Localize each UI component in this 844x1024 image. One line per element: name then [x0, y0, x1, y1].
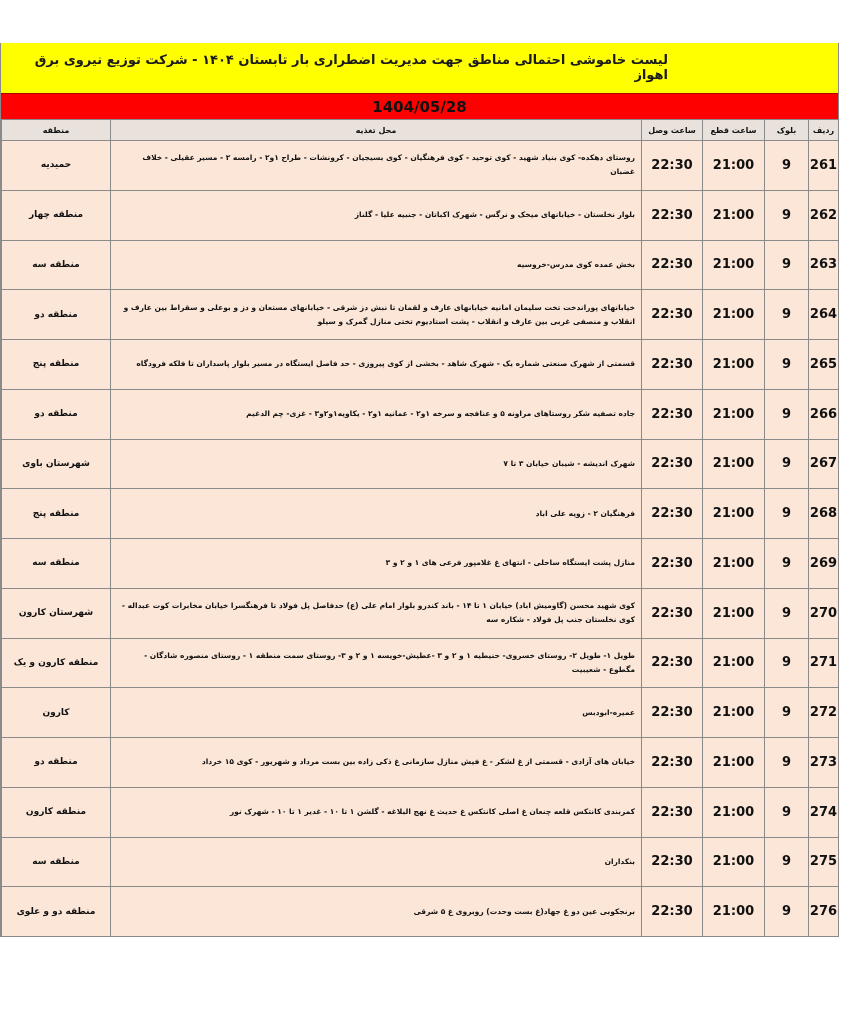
- place-cell: بلوار نخلستان - خیابانهای میخک و نرگس - شهرک اکباتان - جنبیه علیا - گلناز: [111, 190, 642, 240]
- on-time-cell: 22:30: [642, 340, 703, 390]
- row-number-cell: 275: [809, 837, 839, 887]
- table-row: [2, 688, 839, 738]
- row-number-cell: 261: [809, 141, 839, 191]
- header-block: بلوک: [765, 120, 809, 141]
- region-cell: کارون: [2, 688, 111, 738]
- row-number-cell: 269: [809, 539, 839, 589]
- row-number-cell: 263: [809, 240, 839, 290]
- row-number-cell: 270: [809, 588, 839, 638]
- row-number-cell: 267: [809, 439, 839, 489]
- block-cell: 9: [765, 887, 809, 937]
- row-number-cell: 271: [809, 638, 839, 688]
- place-cell: عمیره-ابودبس: [111, 688, 642, 738]
- outage-table: [1, 119, 839, 937]
- block-cell: 9: [765, 190, 809, 240]
- off-time-cell: 21:00: [703, 389, 765, 439]
- place-cell: منازل پشت ایستگاه ساحلی - انتهای غ غلامپور فرعی های ۱ و ۲ و ۳: [111, 539, 642, 589]
- region-cell: منطقه سه: [2, 240, 111, 290]
- table-row: [2, 787, 839, 837]
- header-region: منطقه: [2, 120, 111, 141]
- block-cell: 9: [765, 340, 809, 390]
- sheet-date: 1404/05/28: [372, 97, 467, 116]
- date-bar: [1, 93, 838, 119]
- header-off-time: ساعت قطع: [703, 120, 765, 141]
- row-number-cell: 262: [809, 190, 839, 240]
- block-cell: 9: [765, 588, 809, 638]
- region-cell: منطقه کارون: [2, 787, 111, 837]
- off-time-cell: 21:00: [703, 887, 765, 937]
- off-time-cell: 21:00: [703, 439, 765, 489]
- table-row: [2, 190, 839, 240]
- row-number-cell: 276: [809, 887, 839, 937]
- region-cell: منطقه کارون و یک: [2, 638, 111, 688]
- block-cell: 9: [765, 738, 809, 788]
- header-place: محل تغذیه: [111, 120, 642, 141]
- region-cell: منطقه دو: [2, 738, 111, 788]
- block-cell: 9: [765, 837, 809, 887]
- region-cell: حمیدیه: [2, 141, 111, 191]
- place-cell: روستای دهکده- کوی بنیاد شهید - کوی توحید - کوی فرهنگیان - کوی بسیجیان - کرونشات - طراح ۱و۲ - رامسه ۲ - مسیر عقیلی - خلاف غضبان: [111, 141, 642, 191]
- on-time-cell: 22:30: [642, 539, 703, 589]
- place-cell: جاده تصفیه شکر روستاهای مراونه ۵ و عنافجه و سرخه ۱و۲ - عمانیه ۱و۲ - یکاویه۱و۲و۳ - غزی- چم الدغیم: [111, 389, 642, 439]
- block-cell: 9: [765, 688, 809, 738]
- region-cell: منطقه پنج: [2, 489, 111, 539]
- block-cell: 9: [765, 141, 809, 191]
- place-cell: شهرک اندیشه - شیبان خیابان ۳ تا ۷: [111, 439, 642, 489]
- on-time-cell: 22:30: [642, 141, 703, 191]
- place-cell: طویل ۱- طویل ۲- روستای خسروی- حنیطیه ۱ و ۲ و ۳ -عطیش-خویسه ۱ و ۲ و ۳- روستای سمت منطقه ۱ - روستای منصوره شادگان - مگطوع - شعیبیت: [111, 638, 642, 688]
- table-row: [2, 588, 839, 638]
- block-cell: 9: [765, 638, 809, 688]
- block-cell: 9: [765, 787, 809, 837]
- sheet-title: لیست خاموشی احتمالی مناطق جهت مدیریت اضطراری بار تابستان ۱۴۰۴ - شرکت توزیع نیروی برق اهواز: [34, 53, 668, 83]
- table-row: [2, 887, 839, 937]
- region-cell: شهرستان باوی: [2, 439, 111, 489]
- on-time-cell: 22:30: [642, 588, 703, 638]
- block-cell: 9: [765, 290, 809, 340]
- off-time-cell: 21:00: [703, 787, 765, 837]
- table-row: [2, 290, 839, 340]
- place-cell: خیابان های آزادی - قسمتی از غ لشکر - غ فیش منازل سازمانی غ ذکی زاده بین بست مرداد و شهریور - کوی ۱۵ خرداد: [111, 738, 642, 788]
- block-cell: 9: [765, 489, 809, 539]
- on-time-cell: 22:30: [642, 738, 703, 788]
- on-time-cell: 22:30: [642, 787, 703, 837]
- table-row: [2, 638, 839, 688]
- place-cell: قسمتی از شهرک صنعتی شماره یک - شهرک شاهد - بخشی از کوی پیروزی - حد فاصل ایستگاه در مسیر بلوار پاسداران تا فلکه فرودگاه: [111, 340, 642, 390]
- off-time-cell: 21:00: [703, 688, 765, 738]
- off-time-cell: 21:00: [703, 489, 765, 539]
- header-row-no: ردیف: [809, 120, 839, 141]
- region-cell: منطقه دو و علوی: [2, 887, 111, 937]
- table-row: [2, 738, 839, 788]
- table-row: [2, 439, 839, 489]
- row-number-cell: 264: [809, 290, 839, 340]
- row-number-cell: 274: [809, 787, 839, 837]
- outage-sheet: [0, 43, 839, 937]
- off-time-cell: 21:00: [703, 290, 765, 340]
- row-number-cell: 265: [809, 340, 839, 390]
- region-cell: منطقه دو: [2, 290, 111, 340]
- block-cell: 9: [765, 389, 809, 439]
- place-cell: فرهنگیان ۲ - زویه علی اباد: [111, 489, 642, 539]
- on-time-cell: 22:30: [642, 489, 703, 539]
- block-cell: 9: [765, 539, 809, 589]
- block-cell: 9: [765, 439, 809, 489]
- on-time-cell: 22:30: [642, 240, 703, 290]
- on-time-cell: 22:30: [642, 290, 703, 340]
- table-row: [2, 837, 839, 887]
- region-cell: منطقه سه: [2, 837, 111, 887]
- region-cell: منطقه چهار: [2, 190, 111, 240]
- table-row: [2, 389, 839, 439]
- on-time-cell: 22:30: [642, 190, 703, 240]
- place-cell: بخش عمده کوی مدرس-خروسیه: [111, 240, 642, 290]
- row-number-cell: 266: [809, 389, 839, 439]
- place-cell: کوی شهید محسن (گاومیش اباد) خیابان ۱ تا ۱۴ - باند کندرو بلوار امام علی (ع) حدفاصل پل فولاد تا فرهنگسرا خیابان مخابرات کوت عبداله - کوی نخلستان جنب پل فولاد - شکاره سه: [111, 588, 642, 638]
- off-time-cell: 21:00: [703, 340, 765, 390]
- region-cell: منطقه پنج: [2, 340, 111, 390]
- row-number-cell: 268: [809, 489, 839, 539]
- on-time-cell: 22:30: [642, 389, 703, 439]
- table-row: [2, 489, 839, 539]
- on-time-cell: 22:30: [642, 638, 703, 688]
- off-time-cell: 21:00: [703, 638, 765, 688]
- table-header-row: [2, 120, 839, 141]
- on-time-cell: 22:30: [642, 837, 703, 887]
- table-row: [2, 240, 839, 290]
- sheet-title-bar: [1, 43, 838, 93]
- header-on-time: ساعت وصل: [642, 120, 703, 141]
- off-time-cell: 21:00: [703, 190, 765, 240]
- region-cell: منطقه سه: [2, 539, 111, 589]
- row-number-cell: 272: [809, 688, 839, 738]
- off-time-cell: 21:00: [703, 588, 765, 638]
- on-time-cell: 22:30: [642, 439, 703, 489]
- on-time-cell: 22:30: [642, 688, 703, 738]
- off-time-cell: 21:00: [703, 738, 765, 788]
- place-cell: کمربندی کانتکس قلعه چنعان غ اصلی کانتکس غ حدیث غ نهج البلاغه - گلشن ۱ تا ۱۰ - غدیر ۱ تا ۱۰ - شهرک نور: [111, 787, 642, 837]
- off-time-cell: 21:00: [703, 539, 765, 589]
- place-cell: بنکداران: [111, 837, 642, 887]
- off-time-cell: 21:00: [703, 240, 765, 290]
- on-time-cell: 22:30: [642, 887, 703, 937]
- place-cell: برنجکوبی عین دو غ جهاد(غ بست وحدت) روبروی غ ۵ شرقی: [111, 887, 642, 937]
- off-time-cell: 21:00: [703, 141, 765, 191]
- table-row: [2, 340, 839, 390]
- table-row: [2, 539, 839, 589]
- off-time-cell: 21:00: [703, 837, 765, 887]
- table-row: [2, 141, 839, 191]
- region-cell: شهرستان کارون: [2, 588, 111, 638]
- row-number-cell: 273: [809, 738, 839, 788]
- place-cell: خیابانهای پوراندخت تخت سلیمان امانیه خیابانهای عارف و لقمان تا نبش دز شرقی - خیابانهای مستعان و دز و بوعلی و سقراط بین عارف و انقلاب و منصفی غربی بین عارف و انقلاب - پشت استادیوم تختی منازل گمرک و سیلو: [111, 290, 642, 340]
- region-cell: منطقه دو: [2, 389, 111, 439]
- block-cell: 9: [765, 240, 809, 290]
